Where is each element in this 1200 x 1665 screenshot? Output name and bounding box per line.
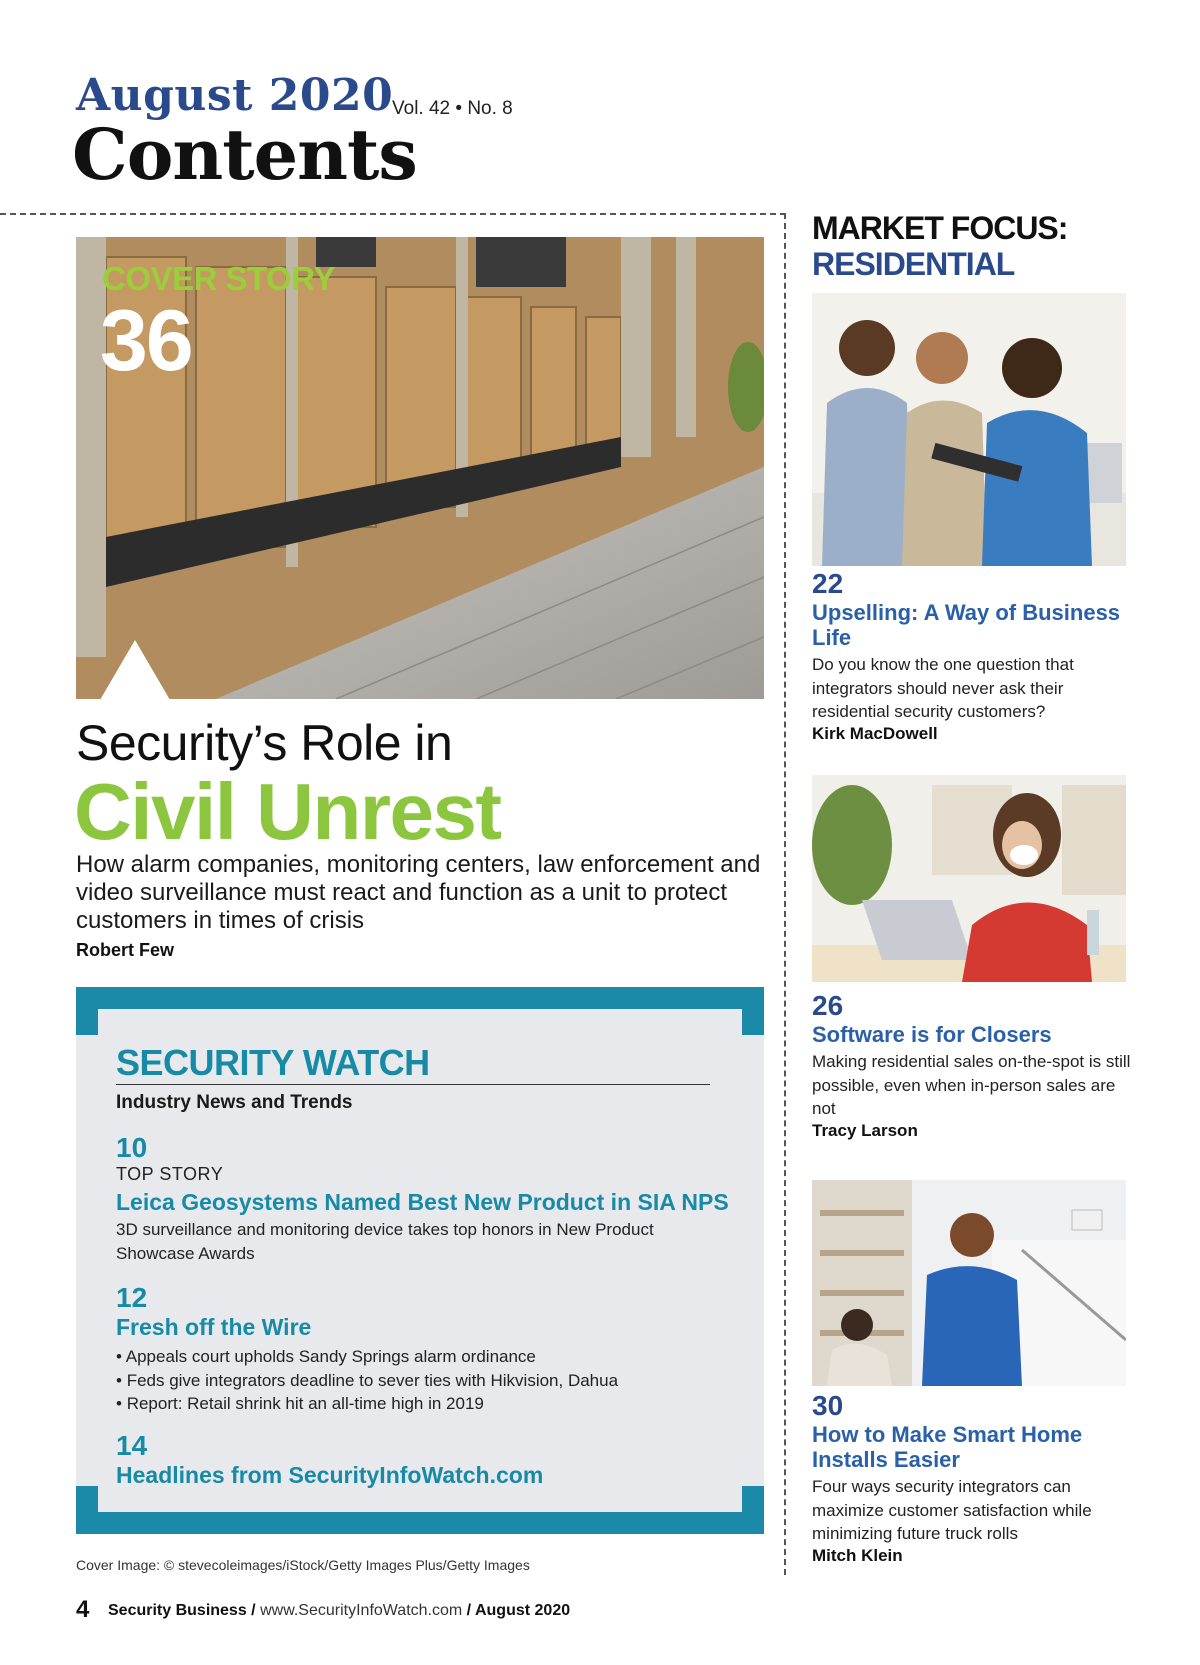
cover-story-dek: How alarm companies, monitoring centers, law enforcement and video surveillance must react and function as a unit to protect customers in times of crisis <box>76 851 761 934</box>
folio-line <box>108 1602 570 1620</box>
article-headline[interactable]: Software is for Closers <box>812 1022 1052 1047</box>
folio-page-number: 4 <box>76 1596 90 1623</box>
corner-tab <box>76 1486 98 1534</box>
article-body: Four ways security integrators can maximize customer satisfaction while minimizing future truck rolls <box>812 1477 1092 1543</box>
article-page: 30 <box>812 1390 844 1421</box>
horizontal-divider <box>0 213 786 215</box>
article-body: Do you know the one question that integrators should never ask their residential security customers? <box>812 655 1074 721</box>
bullet-item: • Feds give integrators deadline to sever ties with Hikvision, Dahua <box>116 1369 618 1393</box>
cover-notch-decoration <box>100 640 170 700</box>
market-focus-subtitle: RESIDENTIAL <box>812 246 1015 282</box>
article-author: Kirk MacDowell <box>812 723 938 743</box>
bullet-item: • Appeals court upholds Sandy Springs alarm ordinance <box>116 1345 618 1369</box>
cover-story-title-line1: Security’s Role in <box>76 715 453 771</box>
article-photo-smart-home <box>812 1180 1126 1386</box>
cover-story-title-line2: Civil Unrest <box>74 767 501 856</box>
watch-item-page: 10 <box>116 1132 148 1163</box>
article <box>812 568 1132 744</box>
article-page: 22 <box>812 568 844 599</box>
article <box>812 990 1132 1141</box>
watch-item <box>116 1282 618 1416</box>
folio-date: August 2020 <box>474 1602 571 1619</box>
folio-publication: Security Business <box>108 1602 247 1619</box>
corner-tab <box>742 1486 764 1534</box>
watch-item <box>116 1132 729 1266</box>
article-page: 26 <box>812 990 844 1021</box>
security-watch-subtitle: Industry News and Trends <box>116 1092 353 1113</box>
folio-url[interactable]: www.SecurityInfoWatch.com <box>260 1602 463 1619</box>
cover-story-kicker: COVER STORY <box>102 260 335 297</box>
watch-item-kicker: TOP STORY <box>116 1164 224 1184</box>
article-photo-software <box>812 775 1126 982</box>
watch-item-headline[interactable]: Fresh off the Wire <box>116 1314 312 1340</box>
corner-tab <box>742 987 764 1035</box>
security-watch-rule <box>116 1084 710 1085</box>
watch-item <box>116 1430 543 1489</box>
cover-story-page-number: 36 <box>100 293 192 389</box>
security-watch-bottom-bar <box>76 1512 764 1534</box>
article-headline[interactable]: How to Make Smart Home Installs Easier <box>812 1422 1083 1472</box>
folio-separator: / <box>246 1602 261 1619</box>
security-watch-title: SECURITY WATCH <box>116 1042 430 1083</box>
article-photo-upselling <box>812 293 1126 566</box>
watch-item-page: 14 <box>116 1430 148 1461</box>
page-title: Contents <box>72 113 417 196</box>
article-author: Mitch Klein <box>812 1545 903 1565</box>
watch-item-bullets <box>116 1345 618 1416</box>
folio-separator: / <box>462 1602 475 1619</box>
cover-image-credit: Cover Image: © stevecoleimages/iStock/Getty Images Plus/Getty Images <box>76 1557 530 1573</box>
corner-tab <box>76 987 98 1035</box>
issue-date: August 2020 <box>76 70 394 121</box>
cover-story-author: Robert Few <box>76 940 175 960</box>
watch-item-headline[interactable]: Headlines from SecurityInfoWatch.com <box>116 1462 544 1488</box>
watch-item-headline[interactable]: Leica Geosystems Named Best New Product in SIA NPS <box>116 1189 729 1215</box>
security-watch-top-bar <box>76 987 764 1009</box>
column-divider <box>784 213 786 1575</box>
watch-item-body: 3D surveillance and monitoring device takes top honors in New Product Showcase Awards <box>116 1220 654 1263</box>
article <box>812 1390 1132 1566</box>
watch-item-page: 12 <box>116 1282 148 1313</box>
article-body: Making residential sales on-the-spot is still possible, even when in-person sales are not <box>812 1052 1131 1118</box>
article-headline[interactable]: Upselling: A Way of Business Life <box>812 600 1121 650</box>
bullet-item: • Report: Retail shrink hit an all-time high in 2019 <box>116 1392 618 1416</box>
volume-number: Vol. 42 • No. 8 <box>392 98 513 119</box>
market-focus-title: MARKET FOCUS: <box>812 210 1068 246</box>
article-author: Tracy Larson <box>812 1120 918 1140</box>
